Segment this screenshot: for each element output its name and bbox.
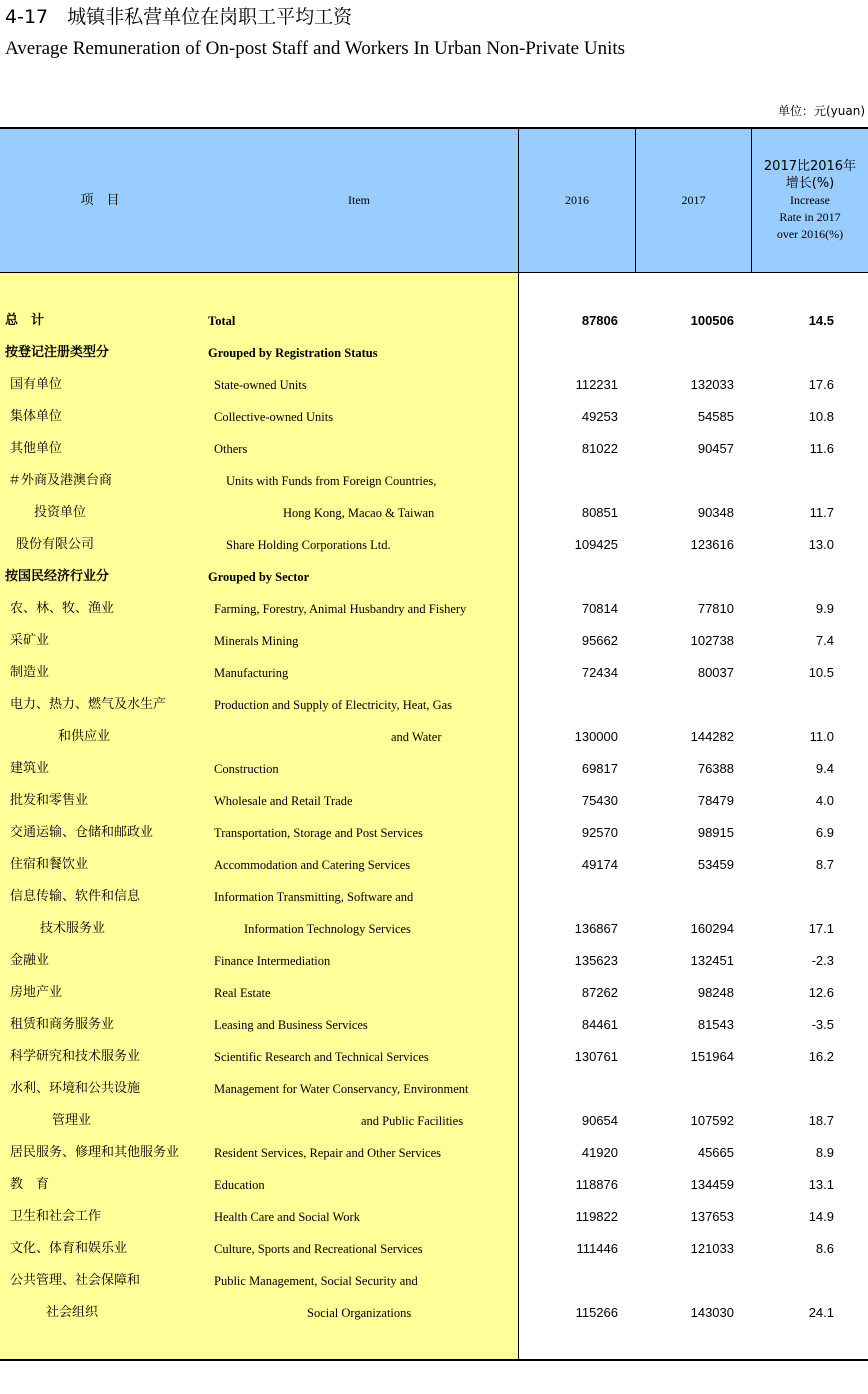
row-item-cn: 房地产业 [10,985,63,1000]
row-item-cn: 股份有限公司 [16,537,95,552]
row-item-en: Accommodation and Catering Services [214,858,411,872]
table-row [0,1169,868,1201]
row-value-2017: 90457 [697,441,734,456]
row-item-en: Grouped by Registration Status [208,346,378,360]
row-item-en: Grouped by Sector [208,570,310,584]
row-value-2016: 41920 [581,1145,618,1160]
table-row [0,625,868,657]
table-row [0,1233,868,1265]
row-growth-rate: 4.0 [815,793,834,808]
row-item-en: and Water [391,730,442,744]
row-item-en: Hong Kong, Macao & Taiwan [283,506,435,520]
row-item-en: Information Technology Services [244,922,411,936]
table-row [0,785,868,817]
table-row [0,817,868,849]
page-title-cn: 4-17 城镇非私营单位在岗职工平均工资 [5,6,353,28]
row-value-2016: 87806 [581,313,618,328]
header-growth-line: 2017比2016年 [763,159,857,174]
row-growth-rate: 14.5 [808,313,834,328]
row-growth-rate: 10.5 [808,665,834,680]
row-value-2017: 151964 [690,1049,734,1064]
table-row [0,369,868,401]
row-item-cn: 批发和零售业 [10,793,89,808]
row-item-cn: 采矿业 [10,633,50,648]
row-item-en: Management for Water Conservancy, Environment [214,1082,469,1096]
row-value-2016: 136867 [574,921,618,936]
row-item-en: Others [214,442,248,456]
row-growth-rate: 11.7 [809,505,834,520]
row-growth-rate: 17.1 [808,921,834,936]
row-value-2016: 72434 [581,665,618,680]
row-growth-rate: 7.4 [815,633,834,648]
row-item-en: Collective-owned Units [214,410,334,424]
row-item-cn: 教 育 [10,1177,50,1192]
row-item-en: Finance Intermediation [214,954,331,968]
table-row [0,529,868,561]
row-item-cn: 按国民经济行业分 [5,569,110,584]
row-item-cn: 卫生和社会工作 [10,1209,102,1224]
row-item-cn: 国有单位 [10,377,63,392]
row-value-2017: 137653 [690,1209,734,1224]
table-row [0,881,868,913]
table-row [0,1137,868,1169]
header-growth-rate [752,129,868,272]
row-growth-rate: 14.9 [808,1209,834,1224]
row-item-cn: 金融业 [10,953,50,968]
row-growth-rate: -2.3 [811,953,834,968]
row-item-cn: 公共管理、社会保障和 [10,1273,141,1288]
table-row [0,1105,868,1137]
row-growth-rate: 8.9 [815,1145,834,1160]
row-item-cn: 管理业 [52,1113,92,1128]
table-row [0,401,868,433]
row-value-2016: 80851 [581,505,618,520]
row-item-cn: 其他单位 [10,441,63,456]
row-value-2016: 70814 [581,601,618,616]
row-value-2016: 95662 [581,633,618,648]
table-row [0,689,868,721]
row-value-2016: 92570 [581,825,618,840]
row-value-2017: 76388 [697,761,734,776]
table-row [0,721,868,753]
header-growth-line: Increase [790,193,830,207]
row-value-2016: 130761 [574,1049,618,1064]
row-growth-rate: 9.9 [815,601,834,616]
row-value-2017: 98915 [697,825,734,840]
row-value-2016: 118876 [575,1177,618,1192]
row-item-en: Share Holding Corporations Ltd. [226,538,391,552]
row-value-2016: 84461 [581,1017,618,1032]
row-item-en: Construction [214,762,279,776]
row-item-cn: 建筑业 [10,761,50,776]
table-row [0,1041,868,1073]
row-item-en: Production and Supply of Electricity, Heat, Gas [214,698,453,712]
row-item-en: Manufacturing [214,666,289,680]
row-item-en: Education [214,1178,265,1192]
row-item-cn: 水利、环境和公共设施 [10,1081,141,1096]
row-item-en: Leasing and Business Services [214,1018,368,1032]
row-value-2017: 107592 [690,1113,734,1128]
row-value-2016: 69817 [581,761,618,776]
row-value-2016: 87262 [581,985,618,1000]
row-item-cn: 制造业 [10,665,50,680]
row-value-2016: 111446 [576,1241,618,1256]
row-item-cn: 和供应业 [58,729,111,744]
page-title-en: Average Remuneration of On-post Staff and Workers In Urban Non-Private Units [5,38,626,59]
row-item-en: Total [208,314,236,328]
header-item-en: Item [348,193,370,207]
row-value-2016: 135623 [574,953,618,968]
row-item-cn: 文化、体育和娱乐业 [10,1241,128,1256]
row-growth-rate: 9.4 [815,761,834,776]
row-item-cn: 科学研究和技术服务业 [10,1049,141,1064]
row-value-2016: 90654 [581,1113,618,1128]
row-value-2016: 49174 [581,857,618,872]
row-item-en: State-owned Units [214,378,307,392]
row-value-2016: 109425 [574,537,618,552]
row-growth-rate: 24.1 [808,1305,834,1320]
row-item-cn: 集体单位 [10,409,63,424]
row-item-cn: 交通运输、仓储和邮政业 [10,825,154,840]
row-growth-rate: 8.7 [815,857,834,872]
row-growth-rate: 11.0 [809,729,834,744]
row-item-cn: 租赁和商务服务业 [10,1017,115,1032]
row-value-2017: 100506 [690,313,734,328]
table-row [0,753,868,785]
row-value-2016: 130000 [574,729,618,744]
row-item-cn: 技术服务业 [40,921,106,936]
table-row [0,849,868,881]
row-growth-rate: 11.6 [809,441,834,456]
row-item-en: Scientific Research and Technical Services [214,1050,429,1064]
table-row [0,1297,868,1329]
row-value-2017: 132451 [690,953,734,968]
row-item-en: Resident Services, Repair and Other Services [214,1146,442,1160]
row-growth-rate: 13.1 [808,1177,834,1192]
row-item-en: Farming, Forestry, Animal Husbandry and Fishery [214,602,467,616]
row-value-2017: 53459 [697,857,734,872]
row-item-en: Units with Funds from Foreign Countries, [226,474,437,488]
table-row [0,497,868,529]
table-row [0,593,868,625]
row-item-en: Social Organizations [307,1306,412,1320]
row-item-cn: 信息传输、软件和信息 [10,889,141,904]
row-growth-rate: 8.6 [815,1241,834,1256]
row-item-en: Minerals Mining [214,634,299,648]
row-item-cn: ＃外商及港澳台商 [8,473,113,488]
row-value-2016: 115266 [575,1305,618,1320]
unit-label: 单位：元(yuan) [777,104,865,118]
table-row [0,465,868,497]
row-growth-rate: 13.0 [808,537,834,552]
row-value-2017: 143030 [690,1305,734,1320]
row-value-2017: 144282 [690,729,734,744]
row-value-2016: 75430 [581,793,618,808]
row-value-2017: 45665 [697,1145,734,1160]
row-value-2016: 119822 [575,1209,618,1224]
row-value-2016: 49253 [581,409,618,424]
row-value-2017: 102738 [690,633,734,648]
row-item-cn: 按登记注册类型分 [5,345,110,360]
header-item-cn: 项 目 [80,193,120,208]
row-value-2017: 123616 [690,537,734,552]
row-value-2017: 78479 [697,793,734,808]
row-growth-rate: 18.7 [808,1113,834,1128]
table-row [0,1009,868,1041]
row-item-en: Health Care and Social Work [214,1210,360,1224]
table-row [0,305,868,337]
row-value-2017: 81543 [697,1017,734,1032]
table-bottom-rule [0,1359,868,1361]
row-value-2016: 81022 [581,441,618,456]
table-row [0,1201,868,1233]
header-2016: 2016 [565,193,589,207]
row-growth-rate: 12.6 [808,985,834,1000]
header-growth-line: 增长(%) [785,176,835,191]
table-row [0,1073,868,1105]
row-item-en: Culture, Sports and Recreational Services [214,1242,423,1256]
table-row [0,977,868,1009]
header-growth-line: over 2016(%) [776,227,844,241]
row-value-2017: 132033 [690,377,734,392]
table-row [0,337,868,369]
row-value-2017: 80037 [697,665,734,680]
row-growth-rate: -3.5 [811,1017,834,1032]
table-header-rule [0,272,868,273]
row-growth-rate: 10.8 [808,409,834,424]
row-item-en: Information Transmitting, Software and [214,890,414,904]
row-item-cn: 居民服务、修理和其他服务业 [10,1145,180,1160]
row-value-2017: 134459 [690,1177,734,1192]
row-item-cn: 农、林、牧、渔业 [10,601,115,616]
row-value-2017: 121033 [690,1241,734,1256]
row-value-2017: 160294 [690,921,734,936]
table-row [0,561,868,593]
row-growth-rate: 17.6 [808,377,834,392]
row-item-en: Wholesale and Retail Trade [214,794,353,808]
row-item-en: Transportation, Storage and Post Services [214,826,423,840]
row-value-2016: 112231 [575,377,618,392]
row-value-2017: 98248 [697,985,734,1000]
row-item-cn: 电力、热力、燃气及水生产 [10,697,167,712]
row-value-2017: 54585 [697,409,734,424]
header-growth-line: Rate in 2017 [779,210,841,224]
row-item-en: Real Estate [214,986,271,1000]
table-row [0,1265,868,1297]
table-row [0,945,868,977]
row-item-cn: 住宿和餐饮业 [10,857,89,872]
row-value-2017: 77810 [697,601,734,616]
header-2017: 2017 [681,193,706,207]
table-row [0,657,868,689]
row-growth-rate: 16.2 [808,1049,834,1064]
row-item-cn: 总 计 [5,313,45,328]
row-item-en: Public Management, Social Security and [214,1274,418,1288]
row-item-cn: 投资单位 [34,505,87,520]
table-row [0,913,868,945]
table-row [0,433,868,465]
row-growth-rate: 6.9 [815,825,834,840]
row-item-cn: 社会组织 [46,1305,99,1320]
row-item-en: and Public Facilities [361,1114,464,1128]
row-value-2017: 90348 [697,505,734,520]
